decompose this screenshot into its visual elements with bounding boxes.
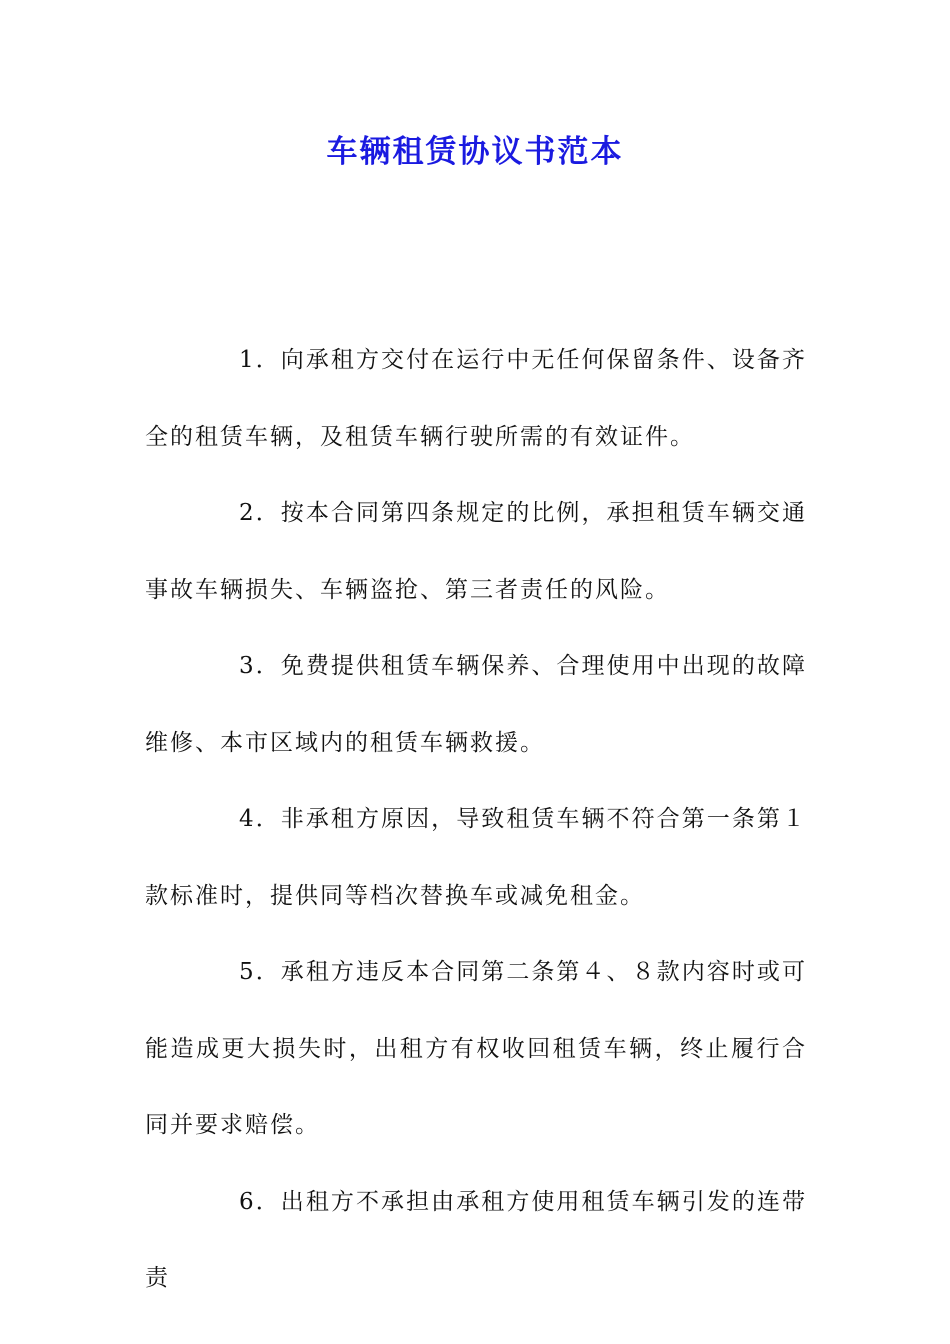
document-title: 车辆租赁协议书范本 — [326, 134, 624, 170]
clause-paragraph-1: 1．向承租方交付在运行中无任何保留条件、设备齐全的租赁车辆，及租赁车辆行驶所需的有效证件。 — [145, 347, 807, 450]
clause-paragraph-2: 2．按本合同第四条规定的比例，承担租赁车辆交通事故车辆损失、车辆盗抢、第三者责任的风险。 — [145, 500, 807, 603]
clause-paragraph-4: 4．非承租方原因，导致租赁车辆不符合第一条第１款标准时，提供同等档次替换车或减免租金。 — [145, 806, 807, 909]
clause-paragraph-5: 5．承租方违反本合同第二条第４、８款内容时或可能造成更大损失时，出租方有权收回租赁车辆，终止履行合同并要求赔偿。 — [145, 959, 807, 1138]
document-body — [145, 322, 807, 1317]
clause-paragraph-6: 6．出租方不承担由承租方使用租赁车辆引发的连带责 — [145, 1188, 807, 1291]
clause-paragraph-3: 3．免费提供租赁车辆保养、合理使用中出现的故障维修、本市区域内的租赁车辆救援。 — [145, 653, 807, 756]
